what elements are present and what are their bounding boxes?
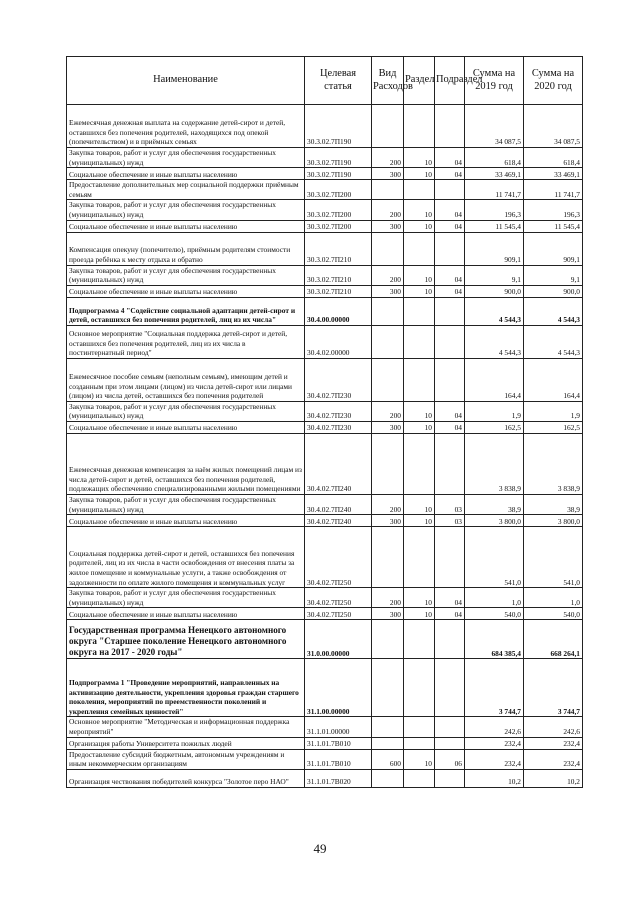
- row-sum-2020: 3 838,9: [524, 433, 583, 494]
- row-expense-type: [372, 358, 404, 401]
- row-name: Закупка товаров, работ и услуг для обеспечения государственных (муниципальных) нужд: [67, 148, 305, 168]
- row-expense-type: 300: [372, 285, 404, 297]
- row-section: [404, 358, 435, 401]
- row-sum-2020: 668 264,1: [524, 620, 583, 659]
- row-sum-2019: 33 469,1: [465, 168, 524, 180]
- row-expense-type: [372, 180, 404, 200]
- row-section: [404, 180, 435, 200]
- row-section: [404, 527, 435, 588]
- row-name: Организация работы Университета пожилых людей: [67, 737, 305, 749]
- row-sum-2020: 3 744,7: [524, 659, 583, 717]
- row-subsection: 04: [435, 220, 465, 232]
- row-section: 10: [404, 494, 435, 514]
- row-sum-2020: 3 800,0: [524, 515, 583, 527]
- row-target-code: 30.3.02.7П190: [305, 105, 372, 148]
- row-subsection: [435, 620, 465, 659]
- row-sum-2019: 909,1: [465, 232, 524, 265]
- row-expense-type: 300: [372, 421, 404, 433]
- row-subsection: 04: [435, 148, 465, 168]
- row-name: Ежемесячная денежная выплата на содержание детей-сирот и детей, оставшихся без попечения родителей, находящихся под опекой (попечительством) и в приёмных семьях: [67, 105, 305, 148]
- row-subsection: [435, 737, 465, 749]
- table-row: [67, 749, 583, 769]
- row-sum-2019: 232,4: [465, 749, 524, 769]
- row-sum-2020: 541,0: [524, 527, 583, 588]
- row-name: Закупка товаров, работ и услуг для обеспечения государственных (муниципальных) нужд: [67, 401, 305, 421]
- header-sum-2019: Сумма на 2019 год: [465, 57, 524, 105]
- row-expense-type: [372, 433, 404, 494]
- row-expense-type: 300: [372, 608, 404, 620]
- row-sum-2019: 11 545,4: [465, 220, 524, 232]
- table-row: [67, 608, 583, 620]
- row-sum-2020: 232,4: [524, 749, 583, 769]
- row-sum-2020: 162,5: [524, 421, 583, 433]
- row-target-code: 30.4.02.7П230: [305, 421, 372, 433]
- row-expense-type: [372, 527, 404, 588]
- table-body: [67, 105, 583, 788]
- row-expense-type: 200: [372, 494, 404, 514]
- table-row: [67, 659, 583, 717]
- row-sum-2019: 38,9: [465, 494, 524, 514]
- table-row: [67, 200, 583, 220]
- row-sum-2019: 196,3: [465, 200, 524, 220]
- row-name: Социальное обеспечение и иные выплаты населению: [67, 285, 305, 297]
- row-subsection: [435, 717, 465, 737]
- row-sum-2020: 33 469,1: [524, 168, 583, 180]
- row-sum-2019: 900,0: [465, 285, 524, 297]
- row-subsection: 04: [435, 265, 465, 285]
- row-subsection: 04: [435, 200, 465, 220]
- row-name: Основное мероприятие "Методическая и информационная поддержка мероприятий": [67, 717, 305, 737]
- row-target-code: 30.3.02.7П210: [305, 265, 372, 285]
- row-target-code: 30.4.02.7П250: [305, 608, 372, 620]
- row-expense-type: 300: [372, 168, 404, 180]
- row-expense-type: 300: [372, 220, 404, 232]
- row-target-code: 30.4.02.7П250: [305, 588, 372, 608]
- row-section: [404, 769, 435, 787]
- row-section: 10: [404, 608, 435, 620]
- row-subsection: 04: [435, 608, 465, 620]
- row-sum-2020: 11 741,7: [524, 180, 583, 200]
- table-row: [67, 297, 583, 325]
- row-section: [404, 325, 435, 358]
- row-sum-2019: 1,9: [465, 401, 524, 421]
- table-row: [67, 232, 583, 265]
- row-subsection: 03: [435, 494, 465, 514]
- header-section: Раздел: [404, 57, 435, 105]
- row-sum-2020: 232,4: [524, 737, 583, 749]
- row-name: Закупка товаров, работ и услуг для обеспечения государственных (муниципальных) нужд: [67, 588, 305, 608]
- row-expense-type: 200: [372, 265, 404, 285]
- row-sum-2019: 242,6: [465, 717, 524, 737]
- row-name: Социальное обеспечение и иные выплаты населению: [67, 421, 305, 433]
- row-expense-type: 200: [372, 588, 404, 608]
- row-sum-2019: 10,2: [465, 769, 524, 787]
- row-section: [404, 659, 435, 717]
- row-section: [404, 620, 435, 659]
- row-expense-type: 200: [372, 200, 404, 220]
- row-section: 10: [404, 421, 435, 433]
- header-expense-type: Вид Расходов: [372, 57, 404, 105]
- row-sum-2020: 9,1: [524, 265, 583, 285]
- row-name: Государственная программа Ненецкого автономного округа "Старшее поколение Ненецкого автономного округа на 2017 - 2020 годы": [67, 620, 305, 659]
- row-sum-2019: 162,5: [465, 421, 524, 433]
- row-subsection: [435, 527, 465, 588]
- row-target-code: 30.4.02.7П250: [305, 527, 372, 588]
- row-sum-2020: 900,0: [524, 285, 583, 297]
- row-name: Организация чествования победителей конкурса "Золотое перо НАО": [67, 769, 305, 787]
- row-subsection: [435, 297, 465, 325]
- row-section: 10: [404, 588, 435, 608]
- row-expense-type: [372, 325, 404, 358]
- row-section: [404, 433, 435, 494]
- row-name: Социальное обеспечение и иные выплаты населению: [67, 515, 305, 527]
- row-sum-2019: 618,4: [465, 148, 524, 168]
- row-section: 10: [404, 401, 435, 421]
- row-sum-2019: 540,0: [465, 608, 524, 620]
- row-name: Ежемесячная денежная компенсация за наём жилых помещений лицам из числа детей-сирот и детей, оставшихся без попечения родителей, подлежащих обеспечению специализированными жилыми помещениями: [67, 433, 305, 494]
- table-row: [67, 717, 583, 737]
- header-target-article: Целевая статья: [305, 57, 372, 105]
- table-row: [67, 180, 583, 200]
- row-sum-2020: 242,6: [524, 717, 583, 737]
- row-expense-type: [372, 737, 404, 749]
- row-subsection: [435, 232, 465, 265]
- row-subsection: [435, 325, 465, 358]
- row-expense-type: 600: [372, 749, 404, 769]
- table-row: [67, 265, 583, 285]
- row-subsection: [435, 433, 465, 494]
- row-target-code: 30.4.02.7П240: [305, 494, 372, 514]
- row-name: Компенсация опекуну (попечителю), приёмным родителям стоимости проезда ребёнка к месту отдыха и обратно: [67, 232, 305, 265]
- row-expense-type: [372, 105, 404, 148]
- row-target-code: 30.4.02.00000: [305, 325, 372, 358]
- row-sum-2020: 38,9: [524, 494, 583, 514]
- row-target-code: 30.3.02.7П190: [305, 148, 372, 168]
- row-sum-2020: 4 544,3: [524, 297, 583, 325]
- row-subsection: 04: [435, 421, 465, 433]
- row-name: Социальное обеспечение и иные выплаты населению: [67, 220, 305, 232]
- row-section: 10: [404, 515, 435, 527]
- header-sum-2020: Сумма на 2020 год: [524, 57, 583, 105]
- page-number: 49: [313, 841, 327, 856]
- row-sum-2019: 3 800,0: [465, 515, 524, 527]
- table-row: [67, 527, 583, 588]
- row-sum-2019: 11 741,7: [465, 180, 524, 200]
- row-name: Закупка товаров, работ и услуг для обеспечения государственных (муниципальных) нужд: [67, 494, 305, 514]
- row-sum-2020: 540,0: [524, 608, 583, 620]
- row-name: Социальное обеспечение и иные выплаты населению: [67, 168, 305, 180]
- row-subsection: 04: [435, 588, 465, 608]
- row-sum-2019: 684 385,4: [465, 620, 524, 659]
- row-name: Социальное обеспечение и иные выплаты населению: [67, 608, 305, 620]
- row-name: Социальная поддержка детей-сирот и детей, оставшихся без попечения родителей, лиц из их числа в части освобождения от внесения платы за жилое помещение и коммунальные услуги, а также освобождения от задолженности по оплате жилого помещения и коммунальных услуг: [67, 527, 305, 588]
- row-expense-type: [372, 620, 404, 659]
- row-name: Ежемесячное пособие семьям (неполным семьям), имеющим детей и созданным при этом лицами (лицом) из числа детей-сирот или лицами (лицом) из числа детей, оставшихся без попечения родителей: [67, 358, 305, 401]
- row-subsection: [435, 358, 465, 401]
- table-row: [67, 769, 583, 787]
- row-sum-2019: 3 838,9: [465, 433, 524, 494]
- row-sum-2019: 9,1: [465, 265, 524, 285]
- row-section: [404, 232, 435, 265]
- row-sum-2020: 909,1: [524, 232, 583, 265]
- table-row: [67, 148, 583, 168]
- row-target-code: 30.4.02.7П240: [305, 515, 372, 527]
- row-name: Подпрограмма 1 "Проведение мероприятий, направленных на активизацию деятельности, укрепления здоровья граждан старшего поколения, мероприятий по преемственности поколений и укрепления семейных ценностей": [67, 659, 305, 717]
- header-subsection: Подраздел: [435, 57, 465, 105]
- row-target-code: 30.3.02.7П190: [305, 168, 372, 180]
- table-row: [67, 401, 583, 421]
- row-section: [404, 297, 435, 325]
- table-row: [67, 285, 583, 297]
- row-target-code: 31.1.01.7В020: [305, 769, 372, 787]
- row-target-code: 30.4.02.7П240: [305, 433, 372, 494]
- header-name: Наименование: [67, 57, 305, 105]
- table-row: [67, 358, 583, 401]
- row-sum-2020: 4 544,3: [524, 325, 583, 358]
- row-sum-2020: 164,4: [524, 358, 583, 401]
- row-subsection: 04: [435, 285, 465, 297]
- table-row: [67, 168, 583, 180]
- row-section: 10: [404, 285, 435, 297]
- row-expense-type: [372, 232, 404, 265]
- row-target-code: 31.0.00.00000: [305, 620, 372, 659]
- row-name: Основное мероприятие "Социальная поддержка детей-сирот и детей, оставшихся без попечения родителей, лиц из их числа в постинтернатный период": [67, 325, 305, 358]
- row-subsection: 03: [435, 515, 465, 527]
- table-row: [67, 220, 583, 232]
- row-name: Закупка товаров, работ и услуг для обеспечения государственных (муниципальных) нужд: [67, 200, 305, 220]
- row-expense-type: [372, 659, 404, 717]
- row-sum-2019: 541,0: [465, 527, 524, 588]
- row-sum-2019: 4 544,3: [465, 297, 524, 325]
- row-target-code: 31.1.01.7В010: [305, 749, 372, 769]
- table-row: [67, 515, 583, 527]
- row-section: [404, 717, 435, 737]
- table-row: [67, 620, 583, 659]
- row-subsection: [435, 105, 465, 148]
- row-sum-2019: 1,0: [465, 588, 524, 608]
- row-target-code: 30.3.02.7П200: [305, 220, 372, 232]
- table-row: [67, 737, 583, 749]
- table-row: [67, 588, 583, 608]
- row-target-code: 31.1.01.00000: [305, 717, 372, 737]
- row-subsection: [435, 659, 465, 717]
- row-sum-2019: 3 744,7: [465, 659, 524, 717]
- row-sum-2020: 1,9: [524, 401, 583, 421]
- row-target-code: 30.4.02.7П230: [305, 401, 372, 421]
- row-subsection: [435, 180, 465, 200]
- row-section: 10: [404, 148, 435, 168]
- budget-table-page: [66, 56, 583, 788]
- row-sum-2020: 1,0: [524, 588, 583, 608]
- row-subsection: 04: [435, 401, 465, 421]
- row-expense-type: 300: [372, 515, 404, 527]
- row-target-code: 30.3.02.7П210: [305, 285, 372, 297]
- table-row: [67, 494, 583, 514]
- row-target-code: 30.3.02.7П200: [305, 200, 372, 220]
- row-subsection: 06: [435, 749, 465, 769]
- row-expense-type: 200: [372, 401, 404, 421]
- row-target-code: 30.3.02.7П210: [305, 232, 372, 265]
- row-target-code: 31.1.01.7В010: [305, 737, 372, 749]
- row-target-code: 31.1.00.00000: [305, 659, 372, 717]
- row-target-code: 30.3.02.7П200: [305, 180, 372, 200]
- row-section: [404, 737, 435, 749]
- row-sum-2020: 196,3: [524, 200, 583, 220]
- row-name: Закупка товаров, работ и услуг для обеспечения государственных (муниципальных) нужд: [67, 265, 305, 285]
- table-row: [67, 325, 583, 358]
- row-section: 10: [404, 749, 435, 769]
- table-row: [67, 421, 583, 433]
- row-sum-2019: 34 087,5: [465, 105, 524, 148]
- row-section: 10: [404, 168, 435, 180]
- row-sum-2019: 164,4: [465, 358, 524, 401]
- row-name: Предоставление субсидий бюджетным, автономным учреждениям и иным некоммерческим организациям: [67, 749, 305, 769]
- row-section: [404, 105, 435, 148]
- row-subsection: [435, 769, 465, 787]
- table-row: [67, 433, 583, 494]
- row-target-code: 30.4.00.00000: [305, 297, 372, 325]
- row-name: Подпрограмма 4 "Содействие социальной адаптации детей-сирот и детей, оставшихся без попечения родителей, лиц из их числа": [67, 297, 305, 325]
- row-expense-type: [372, 717, 404, 737]
- row-sum-2020: 618,4: [524, 148, 583, 168]
- row-sum-2019: 4 544,3: [465, 325, 524, 358]
- row-target-code: 30.4.02.7П230: [305, 358, 372, 401]
- row-section: 10: [404, 200, 435, 220]
- row-expense-type: 200: [372, 148, 404, 168]
- row-section: 10: [404, 220, 435, 232]
- budget-table: [66, 56, 583, 788]
- row-expense-type: [372, 297, 404, 325]
- row-sum-2020: 11 545,4: [524, 220, 583, 232]
- row-section: 10: [404, 265, 435, 285]
- row-expense-type: [372, 769, 404, 787]
- table-row: [67, 105, 583, 148]
- row-sum-2019: 232,4: [465, 737, 524, 749]
- row-subsection: 04: [435, 168, 465, 180]
- row-sum-2020: 34 087,5: [524, 105, 583, 148]
- table-header-row: [67, 57, 583, 105]
- row-name: Предоставление дополнительных мер социальной поддержки приёмным семьям: [67, 180, 305, 200]
- row-sum-2020: 10,2: [524, 769, 583, 787]
